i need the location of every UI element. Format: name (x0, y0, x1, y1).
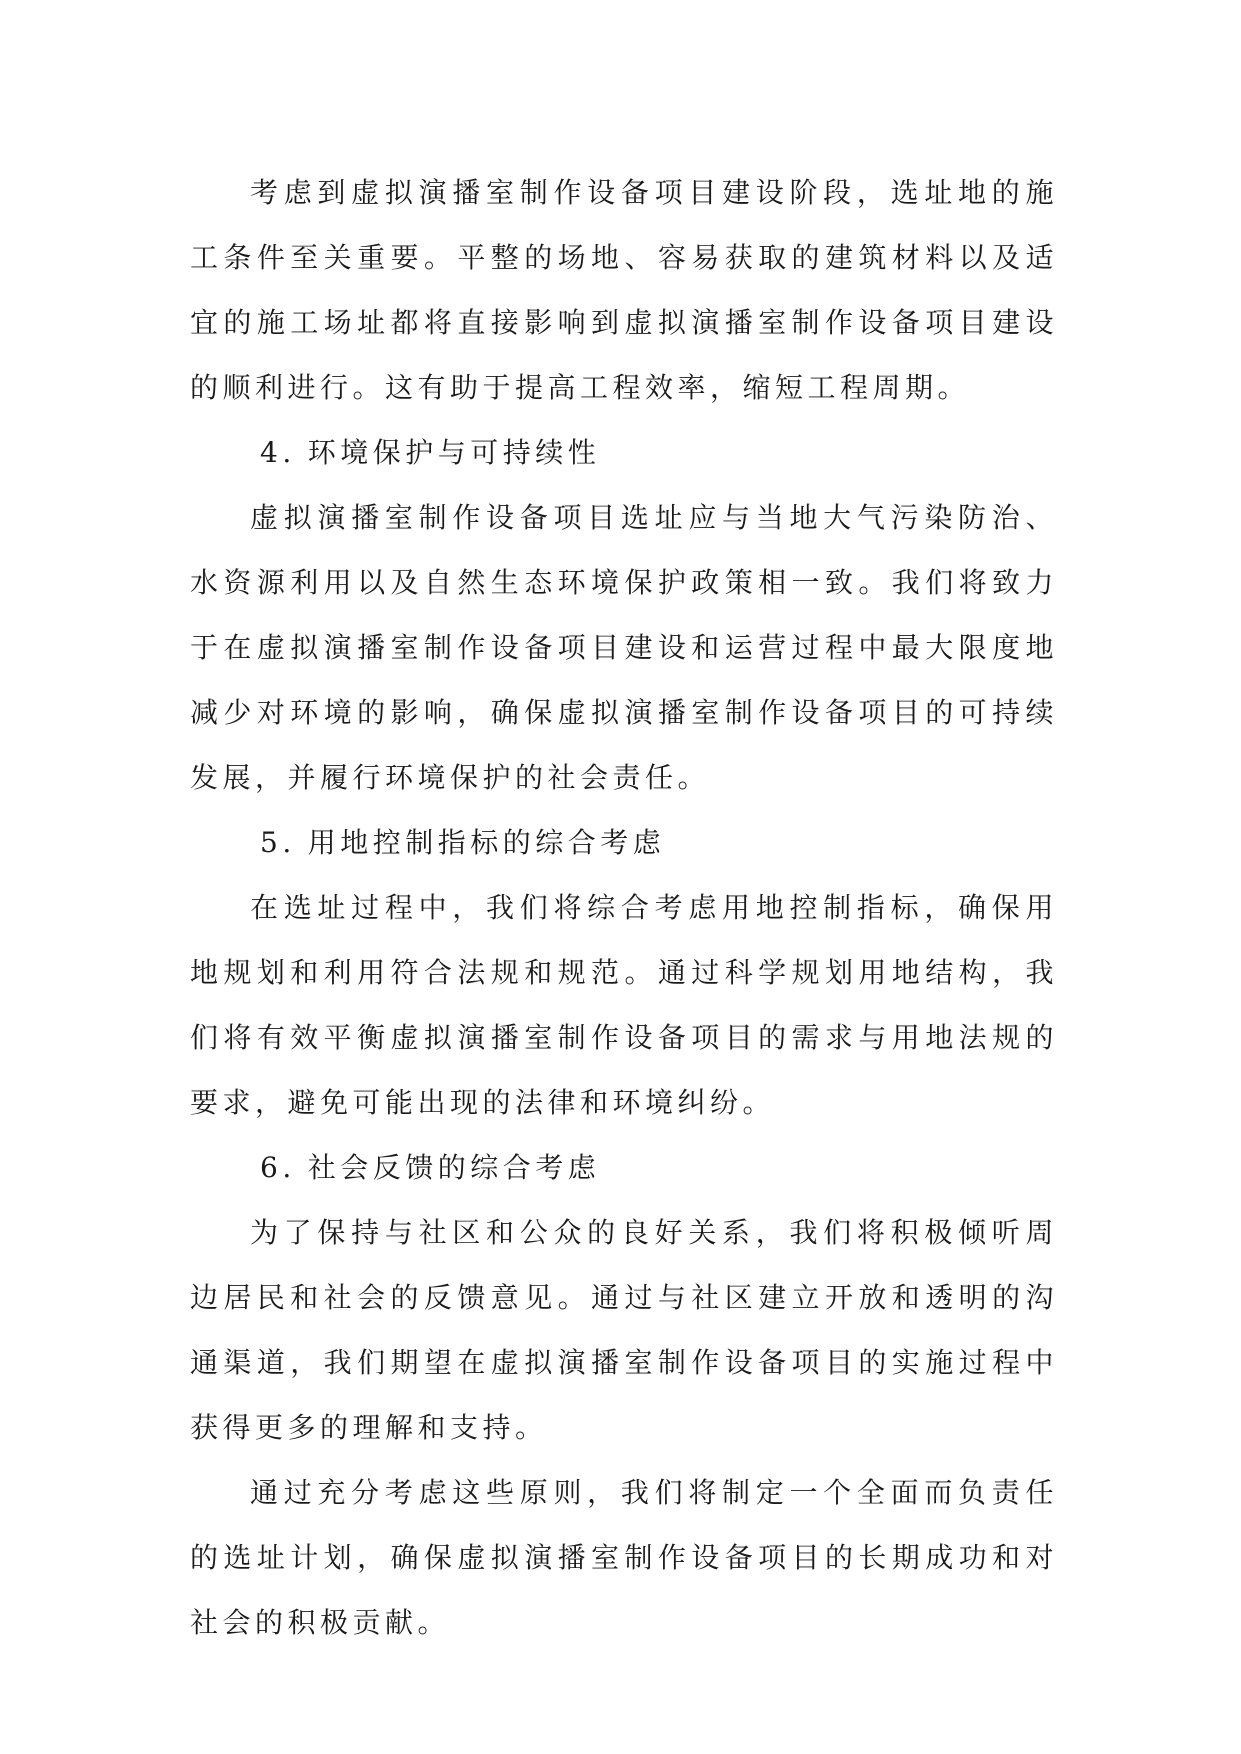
section-number: 4. (260, 436, 296, 469)
section-number: 5. (260, 826, 296, 859)
paragraph-construction-conditions: 考虑到虚拟演播室制作设备项目建设阶段，选址地的施工条件至关重要。平整的场地、容易获取的建筑材料以及适宜的施工场址都将直接影响到虚拟演播室制作设备项目建设的顺利进行。这有助于提高工程效率，缩短工程周期。 (190, 176, 1058, 404)
section-heading-social-feedback (190, 1135, 1058, 1200)
section-heading-environment (190, 420, 1058, 485)
section-title: 用地控制指标的综合考虑 (307, 826, 666, 859)
section-heading-land-use (190, 810, 1058, 875)
paragraph-conclusion: 通过充分考虑这些原则，我们将制定一个全面而负责任的选址计划，确保虚拟演播室制作设备项目的长期成功和对社会的积极贡献。 (190, 1476, 1058, 1639)
paragraph-social-feedback: 为了保持与社区和公众的良好关系，我们将积极倾听周边居民和社会的反馈意见。通过与社区建立开放和透明的沟通渠道，我们期望在虚拟演播室制作设备项目的实施过程中获得更多的理解和支持。 (190, 1216, 1058, 1444)
paragraph-land-use: 在选址过程中，我们将综合考虑用地控制指标，确保用地规划和利用符合法规和规范。通过科学规划用地结构，我们将有效平衡虚拟演播室制作设备项目的需求与用地法规的要求，避免可能出现的法律和环境纠纷。 (190, 891, 1058, 1119)
section-title: 社会反馈的综合考虑 (307, 1151, 601, 1184)
section-title: 环境保护与可持续性 (307, 436, 601, 469)
document-body (190, 160, 1058, 1655)
paragraph-environment: 虚拟演播室制作设备项目选址应与当地大气污染防治、水资源利用以及自然生态环境保护政策相一致。我们将致力于在虚拟演播室制作设备项目建设和运营过程中最大限度地减少对环境的影响，确保虚拟演播室制作设备项目的可持续发展，并履行环境保护的社会责任。 (190, 501, 1058, 794)
section-number: 6. (260, 1151, 296, 1184)
